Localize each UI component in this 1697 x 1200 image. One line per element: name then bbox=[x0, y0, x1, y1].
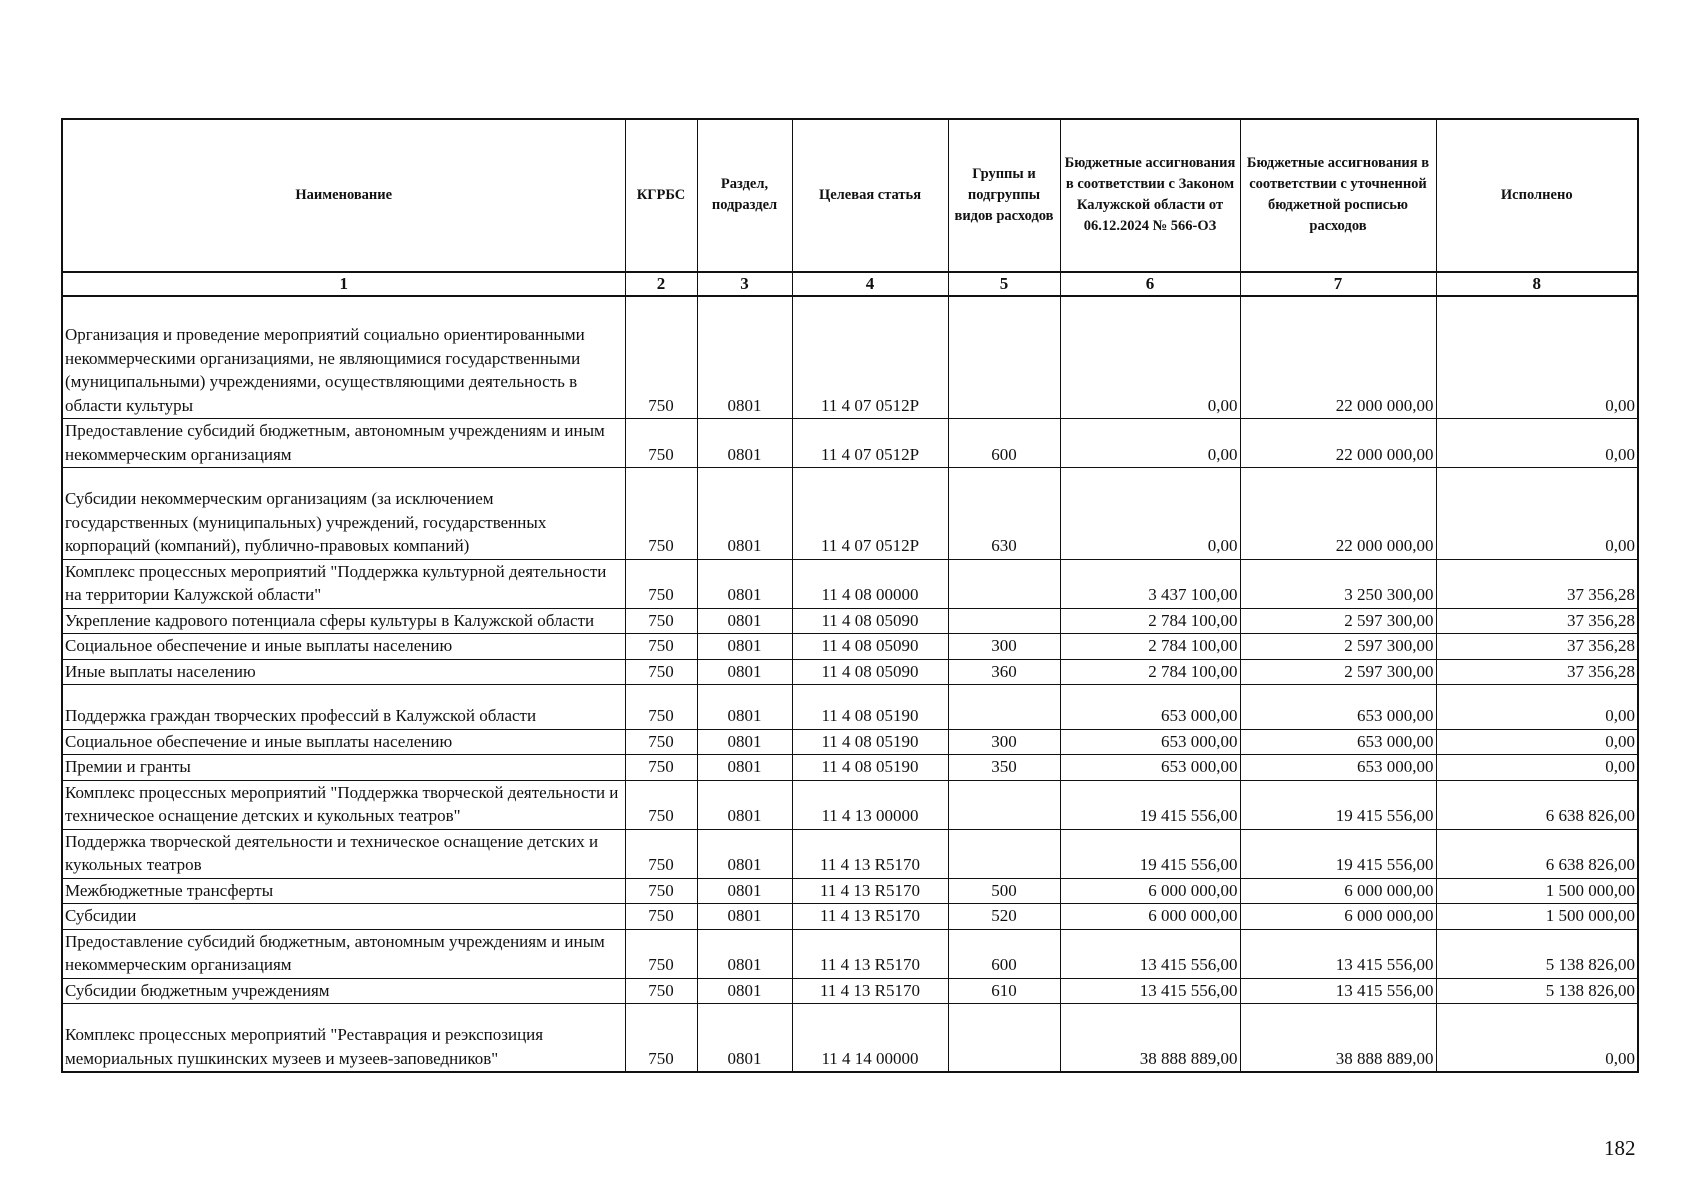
row-section: 0801 bbox=[697, 634, 792, 660]
row-kgrbs: 750 bbox=[625, 296, 697, 419]
header-row bbox=[62, 119, 1638, 272]
row-kgrbs: 750 bbox=[625, 878, 697, 904]
header-target: Целевая статья bbox=[792, 119, 948, 272]
row-group bbox=[948, 685, 1060, 730]
row-group bbox=[948, 829, 1060, 878]
row-refined-amount: 22 000 000,00 bbox=[1240, 468, 1436, 560]
row-kgrbs: 750 bbox=[625, 659, 697, 685]
row-group: 610 bbox=[948, 978, 1060, 1004]
column-number: 4 bbox=[792, 272, 948, 296]
row-name: Предоставление субсидий бюджетным, автономным учреждениям и иным некоммерческим организациям bbox=[62, 929, 625, 978]
row-target: 11 4 13 R5170 bbox=[792, 878, 948, 904]
table-row bbox=[62, 559, 1638, 608]
row-kgrbs: 750 bbox=[625, 419, 697, 468]
column-number: 5 bbox=[948, 272, 1060, 296]
row-name: Межбюджетные трансферты bbox=[62, 878, 625, 904]
header-refined: Бюджетные ассигнования в соответствии с уточненной бюджетной росписью расходов bbox=[1240, 119, 1436, 272]
row-section: 0801 bbox=[697, 729, 792, 755]
row-law-amount: 653 000,00 bbox=[1060, 755, 1240, 781]
table-row bbox=[62, 634, 1638, 660]
table-row bbox=[62, 904, 1638, 930]
row-target: 11 4 08 05090 bbox=[792, 634, 948, 660]
row-kgrbs: 750 bbox=[625, 608, 697, 634]
table-row bbox=[62, 878, 1638, 904]
row-section: 0801 bbox=[697, 904, 792, 930]
row-target: 11 4 13 R5170 bbox=[792, 904, 948, 930]
row-target: 11 4 08 05190 bbox=[792, 755, 948, 781]
row-name: Субсидии бюджетным учреждениям bbox=[62, 978, 625, 1004]
row-law-amount: 2 784 100,00 bbox=[1060, 659, 1240, 685]
row-section: 0801 bbox=[697, 978, 792, 1004]
row-group: 350 bbox=[948, 755, 1060, 781]
row-executed-amount: 6 638 826,00 bbox=[1436, 829, 1638, 878]
row-section: 0801 bbox=[697, 878, 792, 904]
row-target: 11 4 08 05190 bbox=[792, 729, 948, 755]
table-row bbox=[62, 729, 1638, 755]
row-section: 0801 bbox=[697, 608, 792, 634]
row-refined-amount: 13 415 556,00 bbox=[1240, 978, 1436, 1004]
row-executed-amount: 0,00 bbox=[1436, 755, 1638, 781]
row-law-amount: 0,00 bbox=[1060, 419, 1240, 468]
column-number: 6 bbox=[1060, 272, 1240, 296]
row-refined-amount: 2 597 300,00 bbox=[1240, 608, 1436, 634]
row-refined-amount: 2 597 300,00 bbox=[1240, 634, 1436, 660]
row-executed-amount: 5 138 826,00 bbox=[1436, 978, 1638, 1004]
row-target: 11 4 08 00000 bbox=[792, 559, 948, 608]
row-law-amount: 13 415 556,00 bbox=[1060, 929, 1240, 978]
row-group: 520 bbox=[948, 904, 1060, 930]
row-name: Комплекс процессных мероприятий "Реставрация и реэкспозиция мемориальных пушкинских музеев и музеев-заповедников" bbox=[62, 1004, 625, 1073]
row-law-amount: 38 888 889,00 bbox=[1060, 1004, 1240, 1073]
table-row bbox=[62, 685, 1638, 730]
row-law-amount: 0,00 bbox=[1060, 468, 1240, 560]
row-kgrbs: 750 bbox=[625, 729, 697, 755]
column-number-row bbox=[62, 272, 1638, 296]
row-refined-amount: 653 000,00 bbox=[1240, 729, 1436, 755]
row-kgrbs: 750 bbox=[625, 634, 697, 660]
column-number: 8 bbox=[1436, 272, 1638, 296]
row-section: 0801 bbox=[697, 1004, 792, 1073]
row-name: Социальное обеспечение и иные выплаты населению bbox=[62, 729, 625, 755]
header-groups: Группы и подгруппы видов расходов bbox=[948, 119, 1060, 272]
row-kgrbs: 750 bbox=[625, 978, 697, 1004]
row-refined-amount: 653 000,00 bbox=[1240, 755, 1436, 781]
header-name: Наименование bbox=[62, 119, 625, 272]
row-group bbox=[948, 1004, 1060, 1073]
row-target: 11 4 13 R5170 bbox=[792, 978, 948, 1004]
row-section: 0801 bbox=[697, 829, 792, 878]
table-row bbox=[62, 468, 1638, 560]
row-section: 0801 bbox=[697, 419, 792, 468]
header-section: Раздел, подраздел bbox=[697, 119, 792, 272]
table-row bbox=[62, 608, 1638, 634]
row-target: 11 4 13 R5170 bbox=[792, 929, 948, 978]
row-section: 0801 bbox=[697, 755, 792, 781]
row-refined-amount: 6 000 000,00 bbox=[1240, 878, 1436, 904]
header-executed: Исполнено bbox=[1436, 119, 1638, 272]
row-target: 11 4 07 0512P bbox=[792, 468, 948, 560]
row-name: Организация и проведение мероприятий социально ориентированными некоммерческими организациями, не являющимися государственными (муниципальными) учреждениями, осуществляющими деятельность в области культуры bbox=[62, 296, 625, 419]
row-group: 300 bbox=[948, 729, 1060, 755]
row-name: Укрепление кадрового потенциала сферы культуры в Калужской области bbox=[62, 608, 625, 634]
row-kgrbs: 750 bbox=[625, 904, 697, 930]
row-group: 500 bbox=[948, 878, 1060, 904]
row-kgrbs: 750 bbox=[625, 929, 697, 978]
row-law-amount: 653 000,00 bbox=[1060, 685, 1240, 730]
table-row bbox=[62, 419, 1638, 468]
budget-sheet bbox=[61, 118, 1637, 1073]
row-law-amount: 13 415 556,00 bbox=[1060, 978, 1240, 1004]
row-refined-amount: 2 597 300,00 bbox=[1240, 659, 1436, 685]
column-number: 7 bbox=[1240, 272, 1436, 296]
table-row bbox=[62, 829, 1638, 878]
row-name: Субсидии некоммерческим организациям (за исключением государственных (муниципальных) учреждений, государственных корпораций (компаний), публично-правовых компаний) bbox=[62, 468, 625, 560]
row-group: 600 bbox=[948, 419, 1060, 468]
row-name: Комплекс процессных мероприятий "Поддержка культурной деятельности на территории Калужской области" bbox=[62, 559, 625, 608]
header-kgrbs: КГРБС bbox=[625, 119, 697, 272]
page-number: 182 bbox=[1604, 1136, 1636, 1160]
column-number: 1 bbox=[62, 272, 625, 296]
row-kgrbs: 750 bbox=[625, 1004, 697, 1073]
table-row bbox=[62, 1004, 1638, 1073]
row-executed-amount: 37 356,28 bbox=[1436, 634, 1638, 660]
row-target: 11 4 13 R5170 bbox=[792, 829, 948, 878]
row-section: 0801 bbox=[697, 685, 792, 730]
row-law-amount: 19 415 556,00 bbox=[1060, 780, 1240, 829]
row-kgrbs: 750 bbox=[625, 559, 697, 608]
table-body bbox=[62, 296, 1638, 1072]
row-law-amount: 19 415 556,00 bbox=[1060, 829, 1240, 878]
row-refined-amount: 22 000 000,00 bbox=[1240, 419, 1436, 468]
row-name: Иные выплаты населению bbox=[62, 659, 625, 685]
row-executed-amount: 5 138 826,00 bbox=[1436, 929, 1638, 978]
row-name: Поддержка граждан творческих профессий в Калужской области bbox=[62, 685, 625, 730]
row-group: 360 bbox=[948, 659, 1060, 685]
row-target: 11 4 07 0512P bbox=[792, 296, 948, 419]
row-section: 0801 bbox=[697, 659, 792, 685]
row-refined-amount: 19 415 556,00 bbox=[1240, 829, 1436, 878]
row-kgrbs: 750 bbox=[625, 780, 697, 829]
row-executed-amount: 1 500 000,00 bbox=[1436, 878, 1638, 904]
column-number: 3 bbox=[697, 272, 792, 296]
row-kgrbs: 750 bbox=[625, 468, 697, 560]
row-name: Социальное обеспечение и иные выплаты населению bbox=[62, 634, 625, 660]
row-executed-amount: 6 638 826,00 bbox=[1436, 780, 1638, 829]
row-target: 11 4 08 05090 bbox=[792, 659, 948, 685]
row-kgrbs: 750 bbox=[625, 685, 697, 730]
row-target: 11 4 08 05190 bbox=[792, 685, 948, 730]
row-law-amount: 0,00 bbox=[1060, 296, 1240, 419]
row-executed-amount: 0,00 bbox=[1436, 419, 1638, 468]
row-law-amount: 2 784 100,00 bbox=[1060, 634, 1240, 660]
row-target: 11 4 08 05090 bbox=[792, 608, 948, 634]
row-section: 0801 bbox=[697, 559, 792, 608]
row-name: Комплекс процессных мероприятий "Поддержка творческой деятельности и техническое оснащение детских и кукольных театров" bbox=[62, 780, 625, 829]
table-row bbox=[62, 780, 1638, 829]
row-group bbox=[948, 608, 1060, 634]
row-law-amount: 2 784 100,00 bbox=[1060, 608, 1240, 634]
row-refined-amount: 6 000 000,00 bbox=[1240, 904, 1436, 930]
table-row bbox=[62, 929, 1638, 978]
row-executed-amount: 0,00 bbox=[1436, 729, 1638, 755]
row-refined-amount: 22 000 000,00 bbox=[1240, 296, 1436, 419]
row-name: Субсидии bbox=[62, 904, 625, 930]
row-law-amount: 6 000 000,00 bbox=[1060, 878, 1240, 904]
row-target: 11 4 13 00000 bbox=[792, 780, 948, 829]
table-row bbox=[62, 978, 1638, 1004]
row-refined-amount: 38 888 889,00 bbox=[1240, 1004, 1436, 1073]
budget-table bbox=[61, 118, 1639, 1073]
row-law-amount: 653 000,00 bbox=[1060, 729, 1240, 755]
column-number: 2 bbox=[625, 272, 697, 296]
table-row bbox=[62, 296, 1638, 419]
row-executed-amount: 0,00 bbox=[1436, 296, 1638, 419]
header-law: Бюджетные ассигнования в соответствии с Законом Калужской области от 06.12.2024 № 566-ОЗ bbox=[1060, 119, 1240, 272]
row-executed-amount: 0,00 bbox=[1436, 468, 1638, 560]
row-kgrbs: 750 bbox=[625, 755, 697, 781]
row-name: Поддержка творческой деятельности и техническое оснащение детских и кукольных театров bbox=[62, 829, 625, 878]
row-group: 630 bbox=[948, 468, 1060, 560]
row-law-amount: 6 000 000,00 bbox=[1060, 904, 1240, 930]
row-refined-amount: 653 000,00 bbox=[1240, 685, 1436, 730]
row-executed-amount: 0,00 bbox=[1436, 685, 1638, 730]
row-group: 300 bbox=[948, 634, 1060, 660]
row-refined-amount: 13 415 556,00 bbox=[1240, 929, 1436, 978]
row-target: 11 4 07 0512P bbox=[792, 419, 948, 468]
row-refined-amount: 19 415 556,00 bbox=[1240, 780, 1436, 829]
row-name: Предоставление субсидий бюджетным, автономным учреждениям и иным некоммерческим организациям bbox=[62, 419, 625, 468]
row-target: 11 4 14 00000 bbox=[792, 1004, 948, 1073]
row-executed-amount: 0,00 bbox=[1436, 1004, 1638, 1073]
row-group bbox=[948, 780, 1060, 829]
row-section: 0801 bbox=[697, 468, 792, 560]
row-refined-amount: 3 250 300,00 bbox=[1240, 559, 1436, 608]
row-group bbox=[948, 559, 1060, 608]
row-executed-amount: 37 356,28 bbox=[1436, 659, 1638, 685]
row-executed-amount: 37 356,28 bbox=[1436, 559, 1638, 608]
row-name: Премии и гранты bbox=[62, 755, 625, 781]
row-group bbox=[948, 296, 1060, 419]
row-section: 0801 bbox=[697, 929, 792, 978]
row-section: 0801 bbox=[697, 296, 792, 419]
row-law-amount: 3 437 100,00 bbox=[1060, 559, 1240, 608]
row-executed-amount: 37 356,28 bbox=[1436, 608, 1638, 634]
table-row bbox=[62, 659, 1638, 685]
row-group: 600 bbox=[948, 929, 1060, 978]
row-executed-amount: 1 500 000,00 bbox=[1436, 904, 1638, 930]
row-section: 0801 bbox=[697, 780, 792, 829]
row-kgrbs: 750 bbox=[625, 829, 697, 878]
table-row bbox=[62, 755, 1638, 781]
